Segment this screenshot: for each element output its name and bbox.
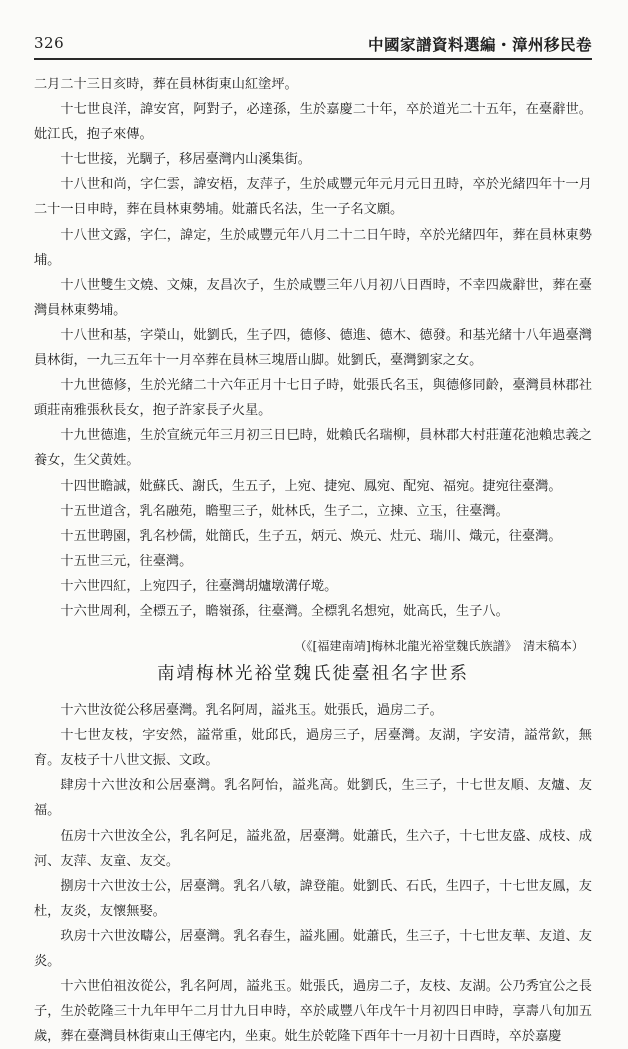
paragraph: 二月二十三日亥時，葬在員林街東山紅塗坪。 [34, 77, 298, 92]
paragraph: 伍房十六世汝全公，乳名阿足，謚兆盈，居臺灣。妣蕭氏，生六子，十七世友盛、成枝、成河、友萍、友童、友交。 [34, 828, 592, 869]
paragraph: 捌房十六世汝士公，居臺灣。乳名八敏，諱登龍。妣劉氏、石氏，生四子，十七世友鳳，友杜，友炎，友懷無娶。 [34, 878, 592, 919]
paragraph: 十九世德進，生於宣統元年三月初三日巳時，妣賴氏名瑞柳，員林郡大村莊蓮花池賴忠義之養女，生父黄姓。 [34, 428, 592, 469]
paragraph: 十七世友枝，字安然，謚常重，妣邱氏，過房三子，居臺灣。友湖，字安清，謚常欽，無育。友枝子十八世文振、文政。 [34, 728, 592, 769]
paragraph: 肆房十六世汝和公居臺灣。乳名阿怡，謚兆高。妣劉氏，生三子，十七世友順、友爐、友福。 [34, 778, 592, 819]
paragraph: 十八世文露，字仁，諱定，生於咸豐元年八月二十二日午時，卒於光緒四年，葬在員林東勢埔。 [34, 227, 592, 268]
paragraph: 十八世雙生文燒、文煉，友昌次子，生於咸豐三年八月初八日酉時，不幸四歲辭世，葬在臺灣員林東勢埔。 [34, 277, 592, 318]
page-body [34, 72, 592, 1049]
paragraph: 十五世道含，乳名融苑，瞻聖三子，妣林氏，生子二，立揀、立玉，往臺灣。 [60, 503, 509, 519]
section-title: 南靖梅林光裕堂魏氏徙臺祖名字世系 [157, 664, 469, 685]
paragraph: 玖房十六世汝疇公，居臺灣。乳名春生，謚兆圃。妣蕭氏，生三子，十七世友華、友道、友炎。 [34, 928, 592, 969]
paragraph: 十四世瞻誠，妣蘇氏、謝氏，生五子，上宛、捷宛、鳳宛、配宛、福宛。捷宛往臺灣。 [60, 478, 562, 494]
paragraph: 十六世汝從公移居臺灣。乳名阿周，謚兆玉。妣張氏，過房二子。 [60, 703, 443, 719]
paragraph: 十五世三元，往臺灣。 [60, 553, 193, 569]
page-header [34, 28, 592, 60]
paragraph: 十六世伯祖汝從公，乳名阿周，謚兆玉。妣張氏，過房二子，友枝、友湖。公乃秀宜公之長子，生於乾隆三十九年甲午二月廿九日申時，卒於咸豐八年戊午十月初四日申時，享壽八旬加五歲，葬在臺灣員林街東山王傳宅内，坐東。妣生於乾隆下酉年十一月初十日酉時，卒於嘉慶 [34, 979, 592, 1045]
paragraph: 十六世周利，全標五子，瞻嶺孫，往臺灣。全標乳名想宛，妣高氏，生子八。 [60, 603, 509, 619]
genealogy-entries-a [34, 72, 592, 624]
paragraph: 十七世接，光騆子，移居臺灣内山溪集街。 [60, 152, 311, 168]
page-number: 326 [34, 34, 65, 52]
paragraph: 十五世聘園，乳名杪儒，妣簡氏，生子五，炳元、焕元、灶元、瑞川、熾元，往臺灣。 [60, 528, 562, 544]
paragraph: 十八世和基，字榮山，妣劉氏，生子四，德修、德進、德木、德發。和基光緒十八年過臺灣員林街，一九三五年十一月卒葬在員林三塊厝山脚。妣劉氏，臺灣劉家之女。 [34, 327, 592, 369]
source-citation: （《[福建南靖]梅林北龍光裕堂魏氏族譜》 清末稿本） [294, 639, 584, 654]
paragraph: 十八世和尚，字仁雲，諱安梧，友萍子，生於咸豐元年元月元日丑時，卒於光緒四年十一月二十一日申時，葬在員林東勢埔。妣蕭氏名法，生一子名文願。 [34, 177, 592, 218]
paragraph: 十七世良洋，諱安宮，阿對子，必達孫，生於嘉慶二十年，卒於道光二十五年，在臺辭世。妣江氏，抱子來傳。 [34, 102, 592, 143]
paragraph: 十九世德修，生於光緒二十六年正月十七日子時，妣張氏名玉，與德修同齡，臺灣員林郡社頭莊南雅張秋長女，抱子許家長子火星。 [34, 378, 592, 419]
running-head: 中國家譜資料選編・漳州移民卷 [367, 35, 592, 54]
paragraph: 十六世四紅，上宛四子，往臺灣胡爐墩溝仔墘。 [60, 578, 338, 594]
genealogy-entries-b [34, 698, 592, 1049]
